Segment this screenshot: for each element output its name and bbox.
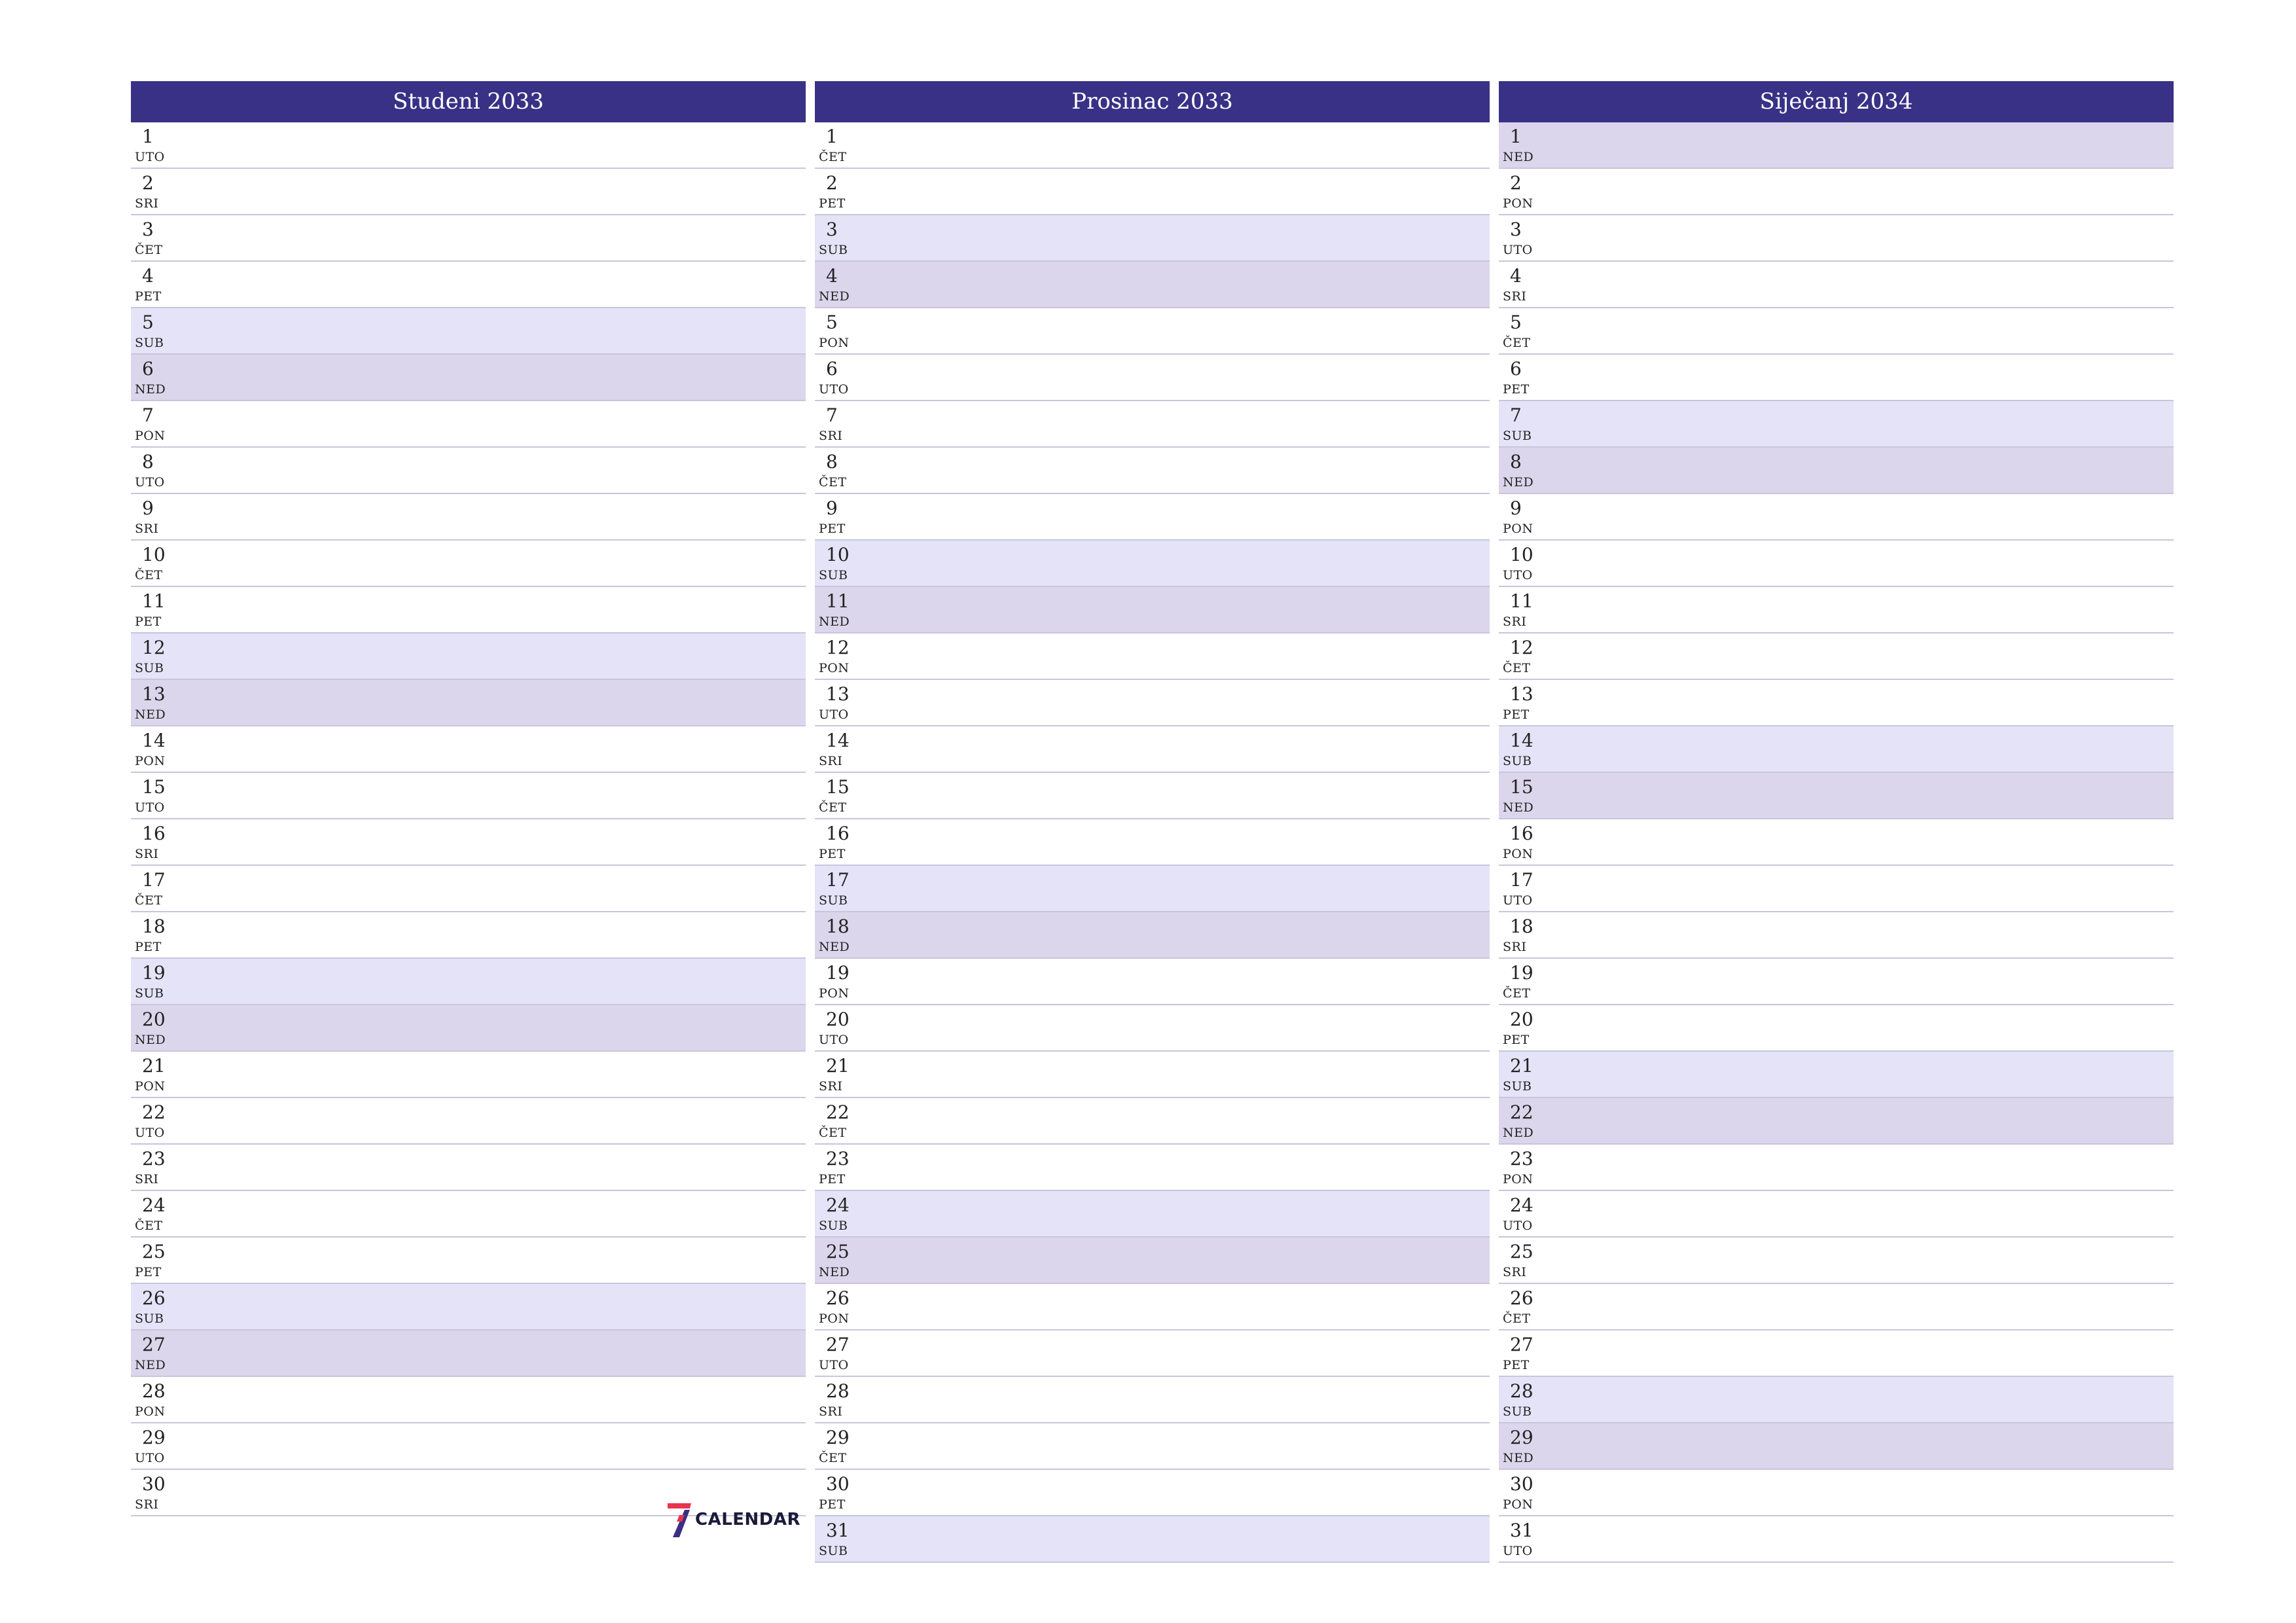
day-row[interactable] <box>131 819 806 866</box>
day-row[interactable] <box>815 1284 1490 1330</box>
day-number: 23 <box>142 1148 166 1169</box>
day-row[interactable] <box>1499 1284 2174 1330</box>
day-row[interactable] <box>815 401 1490 448</box>
day-number: 8 <box>142 451 154 473</box>
day-row[interactable] <box>131 262 806 308</box>
day-row[interactable] <box>815 1098 1490 1145</box>
day-number: 21 <box>142 1055 166 1077</box>
weekday-label: PET <box>819 1172 846 1186</box>
weekday-label: PON <box>1503 847 1534 861</box>
day-row[interactable] <box>815 448 1490 494</box>
day-row[interactable] <box>131 355 806 401</box>
day-row[interactable] <box>815 308 1490 355</box>
day-number: 12 <box>826 637 850 658</box>
day-row[interactable] <box>815 1238 1490 1284</box>
weekday-label: SRI <box>135 1172 159 1186</box>
day-row[interactable] <box>815 1516 1490 1563</box>
calendar-grid <box>131 81 2174 1558</box>
day-number: 12 <box>1510 637 1534 658</box>
day-number: 9 <box>826 497 838 519</box>
day-number: 9 <box>1510 497 1522 519</box>
weekday-label: PET <box>135 940 162 954</box>
day-number: 16 <box>1510 823 1534 844</box>
day-number: 8 <box>1510 451 1522 473</box>
day-number: 12 <box>142 637 166 658</box>
day-number: 31 <box>826 1520 850 1541</box>
brand-logo[interactable] <box>665 1502 802 1539</box>
logo-text: CALENDAR <box>695 1510 801 1529</box>
day-row[interactable] <box>815 1330 1490 1377</box>
day-row[interactable] <box>815 866 1490 912</box>
day-row[interactable] <box>1499 1098 2174 1145</box>
weekday-label: PET <box>819 1497 846 1512</box>
day-number: 1 <box>826 126 838 147</box>
day-number: 27 <box>142 1334 166 1355</box>
day-number: 10 <box>142 544 166 565</box>
weekday-label: PET <box>1503 382 1530 397</box>
day-number: 30 <box>142 1473 166 1495</box>
day-row[interactable] <box>815 1470 1490 1516</box>
weekday-label: SRI <box>135 847 159 861</box>
weekday-label: PON <box>1503 522 1534 536</box>
weekday-label: SUB <box>819 1544 848 1558</box>
day-number: 30 <box>1510 1473 1534 1495</box>
weekday-label: PET <box>819 522 846 536</box>
day-number: 3 <box>1510 219 1522 240</box>
day-number: 15 <box>1510 776 1534 798</box>
day-number: 22 <box>826 1101 850 1123</box>
day-number: 17 <box>826 869 850 891</box>
day-number: 6 <box>826 358 838 380</box>
weekday-label: ČET <box>135 243 163 257</box>
weekday-label: PET <box>135 289 162 304</box>
day-number: 3 <box>142 219 154 240</box>
day-row[interactable] <box>1499 587 2174 633</box>
day-number: 31 <box>1510 1520 1534 1541</box>
day-row[interactable] <box>131 633 806 680</box>
weekday-label: NED <box>1503 475 1534 490</box>
day-row[interactable] <box>131 1191 806 1238</box>
weekday-label: UTO <box>1503 1544 1533 1558</box>
weekday-label: ČET <box>819 475 847 490</box>
day-row[interactable] <box>131 959 806 1005</box>
day-row[interactable] <box>815 494 1490 541</box>
day-row[interactable] <box>1499 819 2174 866</box>
weekday-label: SUB <box>819 1219 848 1233</box>
day-number: 20 <box>826 1008 850 1030</box>
day-number: 10 <box>826 544 850 565</box>
weekday-label: PON <box>819 986 850 1001</box>
weekday-label: ČET <box>135 568 163 582</box>
weekday-label: SUB <box>819 243 848 257</box>
weekday-label: PON <box>135 429 166 443</box>
day-number: 19 <box>1510 962 1534 984</box>
day-number: 15 <box>826 776 850 798</box>
day-number: 4 <box>826 265 838 287</box>
day-row[interactable] <box>131 215 806 262</box>
day-row[interactable] <box>131 1052 806 1098</box>
weekday-label: UTO <box>135 1451 165 1465</box>
day-row[interactable] <box>815 355 1490 401</box>
day-row[interactable] <box>1499 355 2174 401</box>
day-row[interactable] <box>1499 215 2174 262</box>
day-number: 23 <box>826 1148 850 1169</box>
weekday-label: SUB <box>1503 754 1532 768</box>
day-row[interactable] <box>131 448 806 494</box>
weekday-label: PET <box>1503 1033 1530 1047</box>
weekday-label: PON <box>135 754 166 768</box>
weekday-label: UTO <box>819 382 849 397</box>
day-row[interactable] <box>815 1377 1490 1423</box>
day-number: 20 <box>142 1008 166 1030</box>
weekday-label: PET <box>1503 707 1530 722</box>
day-number: 2 <box>1510 172 1522 194</box>
day-number: 4 <box>1510 265 1522 287</box>
weekday-label: PET <box>135 1265 162 1279</box>
day-number: 28 <box>826 1380 850 1402</box>
day-number: 18 <box>142 916 166 937</box>
day-number: 2 <box>826 172 838 194</box>
weekday-label: PON <box>819 336 850 350</box>
weekday-label: UTO <box>135 800 165 815</box>
weekday-label: UTO <box>135 1126 165 1140</box>
day-number: 30 <box>826 1473 850 1495</box>
weekday-label: UTO <box>819 707 849 722</box>
day-row[interactable] <box>1499 1423 2174 1470</box>
day-row[interactable] <box>815 169 1490 215</box>
weekday-label: ČET <box>135 1219 163 1233</box>
weekday-label: NED <box>819 1265 850 1279</box>
weekday-label: NED <box>135 382 166 397</box>
day-row[interactable] <box>131 169 806 215</box>
weekday-label: ČET <box>1503 1311 1531 1326</box>
day-row[interactable] <box>131 1423 806 1470</box>
day-number: 19 <box>142 962 166 984</box>
day-row[interactable] <box>131 866 806 912</box>
day-number: 17 <box>142 869 166 891</box>
month-column <box>815 81 1490 1563</box>
day-row[interactable] <box>815 1145 1490 1191</box>
day-number: 1 <box>142 126 154 147</box>
day-row[interactable] <box>1499 494 2174 541</box>
day-number: 24 <box>1510 1194 1534 1216</box>
day-number: 26 <box>142 1287 166 1309</box>
day-number: 25 <box>1510 1241 1534 1262</box>
day-row[interactable] <box>1499 773 2174 819</box>
weekday-label: SUB <box>819 893 848 908</box>
day-row[interactable] <box>1499 448 2174 494</box>
day-row[interactable] <box>131 773 806 819</box>
day-number: 11 <box>1510 590 1534 612</box>
month-title: Siječanj 2034 <box>1499 81 2174 122</box>
weekday-label: SRI <box>819 1404 843 1419</box>
day-row[interactable] <box>815 959 1490 1005</box>
day-number: 29 <box>1510 1427 1534 1448</box>
day-row[interactable] <box>815 680 1490 726</box>
day-row[interactable] <box>1499 1516 2174 1563</box>
month-title: Prosinac 2033 <box>815 81 1490 122</box>
weekday-label: ČET <box>819 1451 847 1465</box>
day-number: 21 <box>1510 1055 1534 1077</box>
weekday-label: ČET <box>1503 336 1531 350</box>
day-row[interactable] <box>131 1098 806 1145</box>
day-row[interactable] <box>1499 1145 2174 1191</box>
day-number: 25 <box>142 1241 166 1262</box>
day-row[interactable] <box>131 1145 806 1191</box>
weekday-label: ČET <box>819 800 847 815</box>
day-row[interactable] <box>131 680 806 726</box>
weekday-label: NED <box>135 707 166 722</box>
day-row[interactable] <box>815 633 1490 680</box>
weekday-label: UTO <box>135 475 165 490</box>
weekday-label: SUB <box>135 1311 164 1326</box>
day-number: 1 <box>1510 126 1522 147</box>
day-row[interactable] <box>815 587 1490 633</box>
day-number: 5 <box>826 312 838 333</box>
weekday-label: SRI <box>1503 289 1527 304</box>
day-number: 26 <box>826 1287 850 1309</box>
day-number: 11 <box>142 590 166 612</box>
day-number: 14 <box>1510 730 1534 751</box>
day-row[interactable] <box>815 1191 1490 1238</box>
day-number: 4 <box>142 265 154 287</box>
day-row[interactable] <box>1499 262 2174 308</box>
day-row[interactable] <box>815 773 1490 819</box>
day-number: 18 <box>826 916 850 937</box>
day-row[interactable] <box>131 1330 806 1377</box>
day-number: 25 <box>826 1241 850 1262</box>
day-list <box>1499 122 2174 1563</box>
day-number: 13 <box>1510 683 1534 705</box>
day-number: 28 <box>142 1380 166 1402</box>
weekday-label: PET <box>819 847 846 861</box>
day-row[interactable] <box>131 308 806 355</box>
weekday-label: NED <box>1503 1451 1534 1465</box>
day-row[interactable] <box>1499 633 2174 680</box>
weekday-label: NED <box>819 289 850 304</box>
day-row[interactable] <box>131 1377 806 1423</box>
weekday-label: SRI <box>1503 940 1527 954</box>
day-row[interactable] <box>1499 959 2174 1005</box>
weekday-label: SRI <box>1503 615 1527 629</box>
weekday-label: NED <box>819 940 850 954</box>
weekday-label: ČET <box>819 1126 847 1140</box>
day-row[interactable] <box>815 1005 1490 1052</box>
day-number: 24 <box>826 1194 850 1216</box>
weekday-label: NED <box>135 1033 166 1047</box>
weekday-label: SUB <box>1503 429 1532 443</box>
day-number: 13 <box>142 683 166 705</box>
day-row[interactable] <box>1499 169 2174 215</box>
weekday-label: PON <box>1503 1172 1534 1186</box>
weekday-label: NED <box>1503 150 1534 164</box>
day-row[interactable] <box>815 122 1490 169</box>
day-number: 22 <box>1510 1101 1534 1123</box>
seven-logo-icon <box>665 1502 695 1539</box>
day-number: 27 <box>1510 1334 1534 1355</box>
day-list <box>815 122 1490 1563</box>
day-number: 7 <box>142 404 154 426</box>
weekday-label: NED <box>1503 800 1534 815</box>
day-row[interactable] <box>1499 541 2174 587</box>
day-number: 29 <box>142 1427 166 1448</box>
day-number: 26 <box>1510 1287 1534 1309</box>
day-number: 21 <box>826 1055 850 1077</box>
day-number: 6 <box>142 358 154 380</box>
day-number: 14 <box>826 730 850 751</box>
day-row[interactable] <box>1499 1191 2174 1238</box>
day-number: 23 <box>1510 1148 1534 1169</box>
weekday-label: PET <box>135 615 162 629</box>
weekday-label: SUB <box>1503 1079 1532 1094</box>
day-row[interactable] <box>815 1423 1490 1470</box>
day-row[interactable] <box>1499 1005 2174 1052</box>
day-number: 27 <box>826 1334 850 1355</box>
weekday-label: PON <box>135 1404 166 1419</box>
weekday-label: UTO <box>1503 568 1533 582</box>
day-row[interactable] <box>815 262 1490 308</box>
day-number: 10 <box>1510 544 1534 565</box>
day-row[interactable] <box>131 726 806 773</box>
day-row[interactable] <box>1499 912 2174 959</box>
weekday-label: ČET <box>1503 986 1531 1001</box>
day-row[interactable] <box>1499 122 2174 169</box>
day-row[interactable] <box>131 1284 806 1330</box>
weekday-label: SRI <box>135 196 159 211</box>
day-row[interactable] <box>131 587 806 633</box>
day-row[interactable] <box>815 1052 1490 1098</box>
day-row[interactable] <box>815 912 1490 959</box>
day-number: 29 <box>826 1427 850 1448</box>
weekday-label: PON <box>135 1079 166 1094</box>
weekday-label: PET <box>819 196 846 211</box>
day-row[interactable] <box>131 912 806 959</box>
day-number: 16 <box>826 823 850 844</box>
day-row[interactable] <box>1499 680 2174 726</box>
weekday-label: SUB <box>135 336 164 350</box>
weekday-label: PON <box>819 661 850 675</box>
weekday-label: PON <box>1503 196 1534 211</box>
month-column <box>1499 81 2174 1563</box>
day-row[interactable] <box>815 819 1490 866</box>
day-row[interactable] <box>1499 866 2174 912</box>
weekday-label: SUB <box>135 986 164 1001</box>
day-number: 3 <box>826 219 838 240</box>
weekday-label: NED <box>819 615 850 629</box>
month-title: Studeni 2033 <box>131 81 806 122</box>
weekday-label: ČET <box>1503 661 1531 675</box>
weekday-label: ČET <box>819 150 847 164</box>
day-row[interactable] <box>131 1005 806 1052</box>
day-number: 5 <box>142 312 154 333</box>
day-row[interactable] <box>1499 1052 2174 1098</box>
day-row[interactable] <box>131 401 806 448</box>
weekday-label: SRI <box>819 1079 843 1094</box>
day-row[interactable] <box>1499 1377 2174 1423</box>
weekday-label: NED <box>1503 1126 1534 1140</box>
weekday-label: UTO <box>819 1033 849 1047</box>
day-number: 15 <box>142 776 166 798</box>
day-number: 16 <box>142 823 166 844</box>
weekday-label: UTO <box>1503 893 1533 908</box>
day-number: 18 <box>1510 916 1534 937</box>
day-number: 7 <box>826 404 838 426</box>
weekday-label: PON <box>819 1311 850 1326</box>
day-row[interactable] <box>1499 308 2174 355</box>
weekday-label: PET <box>1503 1358 1530 1372</box>
day-row[interactable] <box>131 122 806 169</box>
weekday-label: SUB <box>135 661 164 675</box>
day-row[interactable] <box>131 1238 806 1284</box>
day-number: 9 <box>142 497 154 519</box>
weekday-label: SUB <box>1503 1404 1532 1419</box>
weekday-label: SRI <box>135 522 159 536</box>
weekday-label: UTO <box>1503 243 1533 257</box>
day-number: 13 <box>826 683 850 705</box>
day-row[interactable] <box>815 215 1490 262</box>
day-number: 6 <box>1510 358 1522 380</box>
day-number: 17 <box>1510 869 1534 891</box>
day-number: 20 <box>1510 1008 1534 1030</box>
day-row[interactable] <box>1499 401 2174 448</box>
day-row[interactable] <box>1499 1470 2174 1516</box>
weekday-label: SUB <box>819 568 848 582</box>
day-number: 19 <box>826 962 850 984</box>
weekday-label: SRI <box>819 429 843 443</box>
day-row[interactable] <box>815 726 1490 773</box>
day-row[interactable] <box>1499 1330 2174 1377</box>
weekday-label: SRI <box>819 754 843 768</box>
day-number: 7 <box>1510 404 1522 426</box>
day-row[interactable] <box>1499 726 2174 773</box>
day-list <box>131 122 806 1516</box>
day-number: 14 <box>142 730 166 751</box>
weekday-label: NED <box>135 1358 166 1372</box>
day-row[interactable] <box>131 541 806 587</box>
month-column <box>131 81 806 1516</box>
day-number: 2 <box>142 172 154 194</box>
day-number: 28 <box>1510 1380 1534 1402</box>
day-row[interactable] <box>1499 1238 2174 1284</box>
weekday-label: UTO <box>819 1358 849 1372</box>
weekday-label: PON <box>1503 1497 1534 1512</box>
day-row[interactable] <box>131 494 806 541</box>
weekday-label: SRI <box>135 1497 159 1512</box>
day-number: 11 <box>826 590 850 612</box>
weekday-label: UTO <box>1503 1219 1533 1233</box>
day-number: 24 <box>142 1194 166 1216</box>
weekday-label: ČET <box>135 893 163 908</box>
day-number: 22 <box>142 1101 166 1123</box>
day-number: 5 <box>1510 312 1522 333</box>
day-number: 8 <box>826 451 838 473</box>
weekday-label: UTO <box>135 150 165 164</box>
weekday-label: SRI <box>1503 1265 1527 1279</box>
day-row[interactable] <box>815 541 1490 587</box>
